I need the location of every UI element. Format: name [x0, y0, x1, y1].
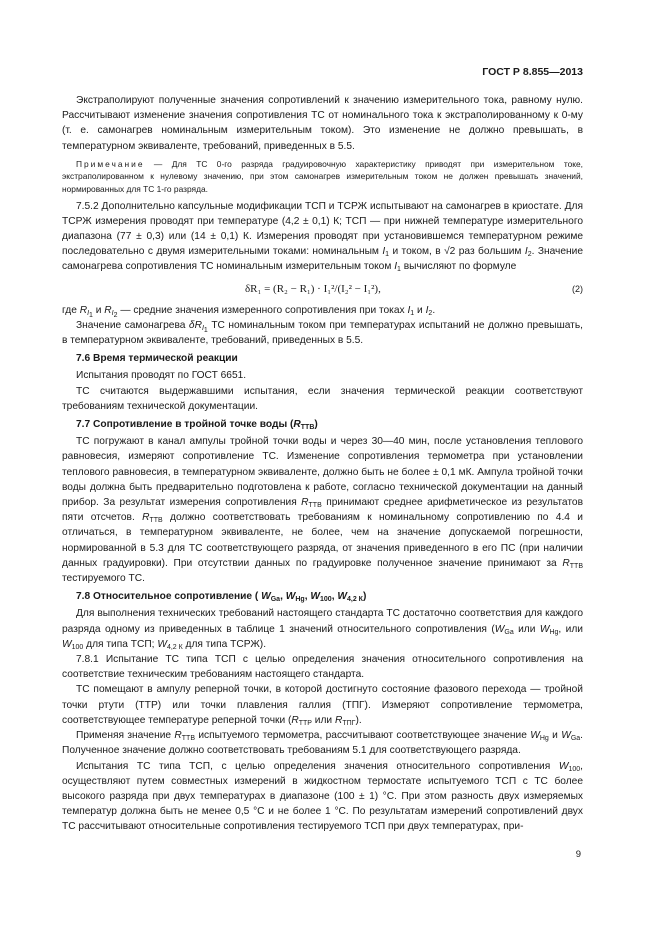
note-label: Примечание — [76, 158, 145, 169]
section-heading-7-6: 7.6 Время термической реакции — [76, 353, 238, 365]
paragraph-7-8-1: 7.8.1 Испытание ТС типа ТСП с целью определения значения относительного сопротивления на соответствие техническим требованиям настоящего стандарта. — [62, 654, 583, 681]
paragraph: ТС считаются выдержавшими испытания, если значения термической реакции соответствуют требованиям технической документации. — [62, 385, 583, 412]
selfheat-paragraph: Значение самонагрева $\delta R_{I_1}$ ТС номинальным током при температурах испытаний не должно превышать, в температурном эквиваленте, требований, приведенных в 5.5. — [62, 319, 583, 347]
equation-number: (2) — [572, 283, 583, 294]
paragraph-7-8: Для выполнения технических требований настоящего стандарта ТС достаточно соответствия для каждого разряда одному из приведенных в таблице 1 значений относительного сопротивления ($W_{Ga}$ или $W_{Hg}$, или $W_{100}$ для типа ТСП; $W_{4,2 К}$ для типа ТСРЖ). — [62, 608, 583, 651]
paragraph-7-7: ТС погружают в канал ампулы тройной точки воды и через 30—40 мин, после установления теплового равновесия, измеряют сопротивление ТС. Изменение сопротивления термометра при установлении теплового равновесия, в температурном эквиваленте, должно быть не более ± 0,1 мК. Ампула тройной точки воды должна быть предварительно подготовлена к работе, согласно технической документации на данный прибор. За результат измерения сопротивления $R_{ТТВ}$ принимают среднее арифметическое из результатов пяти отсчетов. $R_{ТТВ}$ должно соответствовать требованиям к номинальному сопротивлению по 4.4 и отличаться, в температурном эквиваленте, не более, чем на значение допускаемой погрешности, нормированной в 5.3 для ТС соответствующего разряда, от значения приведенного в его ПС (при наличии данных градуировки). При отсутствии данных по градуировке полученное значение принимают за $R_{ТТВ}$ тестируемого ТС. — [62, 436, 583, 585]
paragraph: Применяя значение $R_{ТТВ}$ испытуемого термометра, рассчитывают соответствующее значение $W_{Hg}$ и $W_{Ga}$. Полученное значение должно соответствовать требованиям 5.1 для соответствующего разряда. — [62, 730, 584, 757]
page-number: 9 — [575, 849, 581, 860]
sqrt2-symbol: √2 — [444, 246, 456, 258]
document-header: ГОСТ Р 8.855—2013 — [482, 66, 583, 78]
note-paragraph — [62, 158, 583, 196]
formula-line — [62, 279, 583, 301]
paragraph: Испытания ТС типа ТСП, с целью определения значения относительного сопротивления $W_{100}$, осуществляют путем совместных измерений в жидкостном термостате испытуемого ТСП с ТС более высокого разряда при двух температурах в диапазоне (100 ± 1) °С. При этом разность двух измеряемых температур должна быть не менее 0,5 °С и не более 1 °С. По результатам измерений сопротивлений двух ТС рассчитывают относительные сопротивления тестируемого ТСП при двух температурах, при- — [62, 760, 583, 833]
paragraph: ТС помещают в ампулу реперной точки, в которой достигнуто состояние фазового перехода — тройной точки ртути (ТТР) или точки плавления галлия (ТПГ). Измеряют сопротивление термометра, соответствующее температуре реперной точки ($R_{ТТР}$ или $R_{ТПГ}$). — [62, 684, 583, 727]
paragraph: Экстраполируют полученные значения сопротивлений к значению измерительного тока, равному нулю. Рассчитывают изменение значения сопротивления ТС от номинального тока к экстраполированному к 0-му (т. е. самонагрев номинальным измерительным током). Это изменение не должно превышать, в температурном эквиваленте, требований, приведенных в 5.5. — [62, 95, 583, 152]
paragraph-7-5-2: 7.5.2 Дополнительно капсульные модификации ТСП и ТСРЖ испытывают на самонагрев в криостате. Для ТСРЖ измерения проводят при температуре (4,2 ± 0,1) К; ТСП — при нижней температуре измерительного диапазона (77 ± 0,3) или (14 ± 0,1) К. Измерения проводят при установившемся температурном режиме последовательно с двумя измерительными токами: номинальным $I_1$ и током, в √2 раз большим $I_2$. Значение самонагрева сопротивления ТС номинальным измерительным током $I_1$ вычисляют по формуле — [62, 200, 584, 274]
note-text: — Для ТС 0-го разряда градуировочную характеристику приводят при измерительном токе, экстраполированном к нулевому значению, при этом самонагрев измерительным током не должен превышать значений, нормированных для ТС 1-го разряда. — [62, 158, 583, 194]
formula: δR₁ = (R₂ − R₁) · I₁²/(I₂² − I₁²), — [245, 282, 381, 295]
document-body — [62, 93, 583, 835]
where-paragraph: где $R_{I_1}$ и $R_{I_2}$ — средние значения измеренного сопротивления при токах $I_1$ и $I_2$. — [62, 304, 436, 319]
section-heading-7-7: 7.7 Сопротивление в тройной точке воды $(R_{ТТВ})$ — [76, 419, 318, 432]
section-heading-7-8: 7.8 Относительное сопротивление ( $W_{Ga}$, $W_{Hg}$, $W_{100}$, $W_{4,2 К}$) — [76, 591, 367, 604]
paragraph: Испытания проводят по ГОСТ 6651. — [76, 370, 247, 382]
